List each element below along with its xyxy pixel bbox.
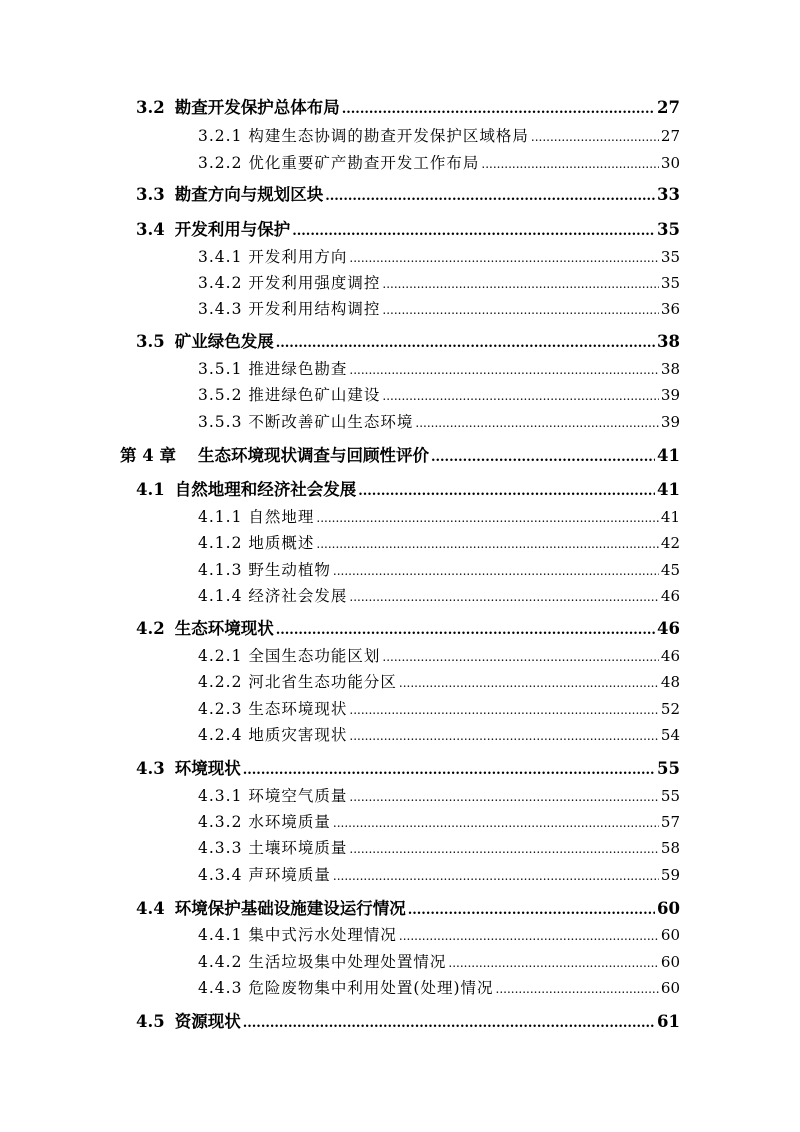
toc-entry-title: 不断改善矿山生态环境 — [248, 413, 414, 431]
toc-entry[interactable] — [198, 923, 680, 947]
toc-entry-number: 3.5.2 — [198, 386, 243, 404]
toc-entry-label — [198, 124, 529, 148]
toc-entry[interactable] — [198, 784, 680, 808]
toc-entry-label — [198, 297, 380, 321]
toc-entry-page-number: 61 — [657, 1012, 680, 1031]
toc-entry-number: 4.1.1 — [198, 508, 243, 526]
toc-entry-label — [136, 183, 323, 207]
toc-entry-number: 4.3.2 — [198, 813, 243, 831]
toc-entry-title: 开发利用方向 — [248, 248, 348, 266]
toc-entry-label — [136, 1010, 241, 1034]
toc-entry[interactable] — [198, 836, 680, 860]
toc-entry-page-number: 59 — [660, 866, 680, 884]
toc-entry-title: 野生动植物 — [248, 561, 331, 579]
toc-entry-title: 推进绿色矿山建设 — [248, 386, 381, 404]
toc-entry-page-number: 60 — [657, 899, 680, 918]
dot-leader — [349, 837, 659, 861]
toc-entry-title: 生活垃圾集中处理处置情况 — [248, 953, 447, 971]
toc-entry-page-number: 54 — [660, 726, 680, 744]
toc-entry-title: 开发利用强度调控 — [248, 274, 381, 292]
toc-entry-page-number: 38 — [660, 360, 680, 378]
dot-leader — [408, 899, 655, 923]
dot-leader — [415, 411, 659, 435]
toc-entry-label — [198, 505, 314, 529]
toc-entry-page-number: 60 — [660, 926, 680, 944]
toc-entry-label — [198, 863, 331, 887]
dot-leader — [382, 298, 659, 322]
toc-entry-page-number: 42 — [660, 534, 680, 552]
toc-entry-label — [198, 836, 347, 860]
toc-entry-page-number: 60 — [660, 953, 680, 971]
toc-entry-label — [198, 357, 347, 381]
toc-entry-page-number: 33 — [657, 185, 680, 204]
toc-entry-title: 环境空气质量 — [248, 787, 348, 805]
toc-entry-page-number: 55 — [657, 759, 680, 778]
toc-entry[interactable] — [198, 950, 680, 974]
dot-leader — [358, 480, 655, 504]
toc-entry-page-number: 55 — [660, 787, 680, 805]
toc-entry-title: 声环境质量 — [248, 866, 331, 884]
toc-entry-label — [198, 531, 314, 555]
toc-entry-number: 4.4.2 — [198, 953, 243, 971]
toc-entry-label — [198, 558, 331, 582]
dot-leader — [481, 152, 659, 176]
toc-entry-number: 3.2 — [136, 98, 165, 117]
toc-entry-title: 生态环境现状 — [174, 619, 274, 638]
toc-entry-number: 4.1.4 — [198, 587, 243, 605]
toc-entry-page-number: 60 — [660, 979, 680, 997]
toc-entry-title: 勘查方向与规划区块 — [174, 185, 324, 204]
toc-entry-label — [198, 976, 494, 1000]
dot-leader — [496, 977, 659, 1001]
toc-entry-number: 4.3.3 — [198, 839, 243, 857]
toc-entry[interactable] — [198, 124, 680, 148]
toc-entry-title: 推进绿色勘查 — [248, 360, 348, 378]
toc-entry-label — [198, 383, 380, 407]
dot-leader — [243, 759, 655, 783]
toc-entry-number: 3.4.3 — [198, 300, 243, 318]
toc-entry-title: 集中式污水处理情况 — [248, 926, 397, 944]
toc-entry[interactable] — [198, 271, 680, 295]
toc-entry-number: 3.4.1 — [198, 248, 243, 266]
toc-entry-title: 经济社会发展 — [248, 587, 348, 605]
toc-entry[interactable] — [136, 218, 680, 242]
toc-entry[interactable] — [198, 151, 680, 175]
toc-entry[interactable] — [198, 531, 680, 555]
toc-entry-label — [120, 444, 429, 468]
toc-entry-page-number: 48 — [660, 673, 680, 691]
toc-entry[interactable] — [198, 410, 680, 434]
toc-entry[interactable] — [198, 505, 680, 529]
dot-leader — [276, 332, 655, 356]
toc-entry-page-number: 39 — [660, 386, 680, 404]
toc-entry[interactable] — [198, 357, 680, 381]
toc-entry[interactable] — [120, 444, 680, 468]
toc-entry-number: 3.5.1 — [198, 360, 243, 378]
toc-entry[interactable] — [136, 617, 680, 641]
toc-entry-title: 土壤环境质量 — [248, 839, 348, 857]
dot-leader — [292, 220, 655, 244]
dot-leader — [349, 358, 659, 382]
toc-entry[interactable] — [136, 478, 680, 502]
toc-entry-label — [136, 757, 241, 781]
toc-entry-page-number: 41 — [657, 480, 680, 499]
toc-entry[interactable] — [198, 670, 680, 694]
toc-entry-title: 构建生态协调的勘查开发保护区域格局 — [248, 127, 529, 145]
toc-entry-page-number: 46 — [660, 647, 680, 665]
toc-entry-page-number: 52 — [660, 700, 680, 718]
toc-entry-title: 水环境质量 — [248, 813, 331, 831]
toc-entry-number: 3.5.3 — [198, 413, 243, 431]
dot-leader — [349, 698, 659, 722]
toc-entry-number: 4.2.2 — [198, 673, 243, 691]
toc-entry-label — [136, 617, 274, 641]
toc-entry-title: 地质概述 — [248, 534, 315, 552]
dot-leader — [349, 246, 659, 270]
toc-entry[interactable] — [198, 644, 680, 668]
toc-entry-label — [136, 330, 274, 354]
toc-entry[interactable] — [198, 976, 680, 1000]
toc-entry-title: 全国生态功能区划 — [248, 647, 381, 665]
toc-entry-page-number: 35 — [657, 220, 680, 239]
dot-leader — [448, 951, 659, 975]
dot-leader — [349, 724, 659, 748]
toc-entry-number: 4.3.4 — [198, 866, 243, 884]
dot-leader — [399, 671, 659, 695]
toc-entry-number: 4.1.3 — [198, 561, 243, 579]
toc-entry-page-number: 41 — [660, 508, 680, 526]
toc-entry-title: 开发利用与保护 — [174, 220, 291, 239]
toc-entry-label — [198, 950, 446, 974]
toc-entry[interactable] — [198, 245, 680, 269]
toc-entry[interactable] — [198, 558, 680, 582]
toc-entry-label — [198, 810, 331, 834]
toc-entry-title: 地质灾害现状 — [248, 726, 348, 744]
toc-entry-number: 4.4.3 — [198, 979, 243, 997]
toc-entry[interactable] — [136, 897, 680, 921]
toc-entry-page-number: 45 — [660, 561, 680, 579]
toc-entry-page-number: 41 — [657, 446, 680, 465]
toc-entry-label — [198, 151, 479, 175]
toc-entry[interactable] — [136, 330, 680, 354]
toc-entry-title: 河北省生态功能分区 — [248, 673, 397, 691]
toc-entry-page-number: 57 — [660, 813, 680, 831]
toc-entry[interactable] — [198, 723, 680, 747]
toc-entry[interactable] — [198, 697, 680, 721]
toc-entry-title: 环境现状 — [174, 759, 241, 778]
toc-entry-title: 优化重要矿产勘查开发工作布局 — [248, 154, 480, 172]
toc-entry-title: 资源现状 — [174, 1012, 241, 1031]
toc-entry-label — [198, 670, 397, 694]
dot-leader — [276, 619, 655, 643]
toc-entry[interactable] — [136, 183, 680, 207]
toc-entry[interactable] — [198, 297, 680, 321]
toc-entry-page-number: 39 — [660, 413, 680, 431]
toc-entry-page-number: 58 — [660, 839, 680, 857]
toc-entry-number: 4.2 — [136, 619, 165, 638]
dot-leader — [382, 384, 659, 408]
toc-entry-title: 环境保护基础设施建设运行情况 — [174, 899, 406, 918]
toc-entry-label — [198, 644, 380, 668]
dot-leader — [399, 924, 659, 948]
toc-entry-number: 3.5 — [136, 332, 165, 351]
toc-entry-number: 3.3 — [136, 185, 165, 204]
toc-entry-number: 4.5 — [136, 1012, 165, 1031]
toc-entry[interactable] — [198, 584, 680, 608]
toc-entry-title: 危险废物集中利用处置(处理)情况 — [248, 979, 494, 997]
toc-entry-page-number: 35 — [660, 248, 680, 266]
toc-entry-label — [136, 96, 340, 120]
toc-entry-label — [198, 271, 380, 295]
toc-entry-number: 4.2.4 — [198, 726, 243, 744]
toc-entry-title: 矿业绿色发展 — [174, 332, 274, 351]
toc-entry-number: 4.3.1 — [198, 787, 243, 805]
toc-entry-number: 第 4 章 — [120, 446, 176, 465]
dot-leader — [382, 645, 659, 669]
toc-entry-label — [198, 697, 347, 721]
dot-leader — [531, 125, 659, 149]
dot-leader — [349, 785, 659, 809]
toc-entry-title: 开发利用结构调控 — [248, 300, 381, 318]
dot-leader — [431, 446, 655, 470]
toc-entry-number: 3.4 — [136, 220, 165, 239]
toc-entry-page-number: 27 — [657, 98, 680, 117]
dot-leader — [382, 272, 659, 296]
toc-entry-label — [198, 245, 347, 269]
toc-entry-number: 4.1 — [136, 480, 165, 499]
dot-leader — [316, 532, 659, 556]
dot-leader — [333, 559, 659, 583]
toc-entry-number: 4.1.2 — [198, 534, 243, 552]
toc-entry-label — [198, 923, 397, 947]
toc-entry-page-number: 35 — [660, 274, 680, 292]
dot-leader — [243, 1012, 655, 1036]
toc-entry-label — [136, 897, 406, 921]
toc-entry-number: 4.3 — [136, 759, 165, 778]
toc-entry[interactable] — [136, 96, 680, 120]
toc-entry-page-number: 27 — [660, 127, 680, 145]
toc-entry-number: 4.2.3 — [198, 700, 243, 718]
toc-entry-title: 自然地理 — [248, 508, 315, 526]
toc-entry[interactable] — [198, 383, 680, 407]
dot-leader — [342, 98, 655, 122]
toc-entry-label — [136, 478, 356, 502]
toc-entry-title: 自然地理和经济社会发展 — [174, 480, 357, 499]
toc-entry-label — [198, 784, 347, 808]
toc-entry-label — [198, 584, 347, 608]
toc-entry-page-number: 46 — [657, 619, 680, 638]
dot-leader — [349, 585, 659, 609]
toc-entry-label — [198, 723, 347, 747]
toc-entry[interactable] — [198, 863, 680, 887]
dot-leader — [325, 185, 655, 209]
toc-entry[interactable] — [136, 1010, 680, 1034]
toc-entry-label — [198, 410, 413, 434]
toc-entry-number: 3.2.1 — [198, 127, 243, 145]
toc-entry-number: 3.4.2 — [198, 274, 243, 292]
dot-leader — [316, 506, 659, 530]
dot-leader — [333, 811, 659, 835]
dot-leader — [333, 864, 659, 888]
toc-entry[interactable] — [198, 810, 680, 834]
toc-entry-page-number: 38 — [657, 332, 680, 351]
toc-entry-number: 3.2.2 — [198, 154, 243, 172]
toc-entry-number: 4.4.1 — [198, 926, 243, 944]
toc-entry-number: 4.4 — [136, 899, 165, 918]
toc-entry-number: 4.2.1 — [198, 647, 243, 665]
toc-entry-page-number: 36 — [660, 300, 680, 318]
toc-entry-title: 生态环境现状 — [248, 700, 348, 718]
toc-entry-label — [136, 218, 290, 242]
toc-entry-title: 生态环境现状调查与回顾性评价 — [197, 446, 429, 465]
toc-entry-title: 勘查开发保护总体布局 — [174, 98, 340, 117]
toc-entry-page-number: 46 — [660, 587, 680, 605]
toc-entry-page-number: 30 — [660, 154, 680, 172]
toc-entry[interactable] — [136, 757, 680, 781]
